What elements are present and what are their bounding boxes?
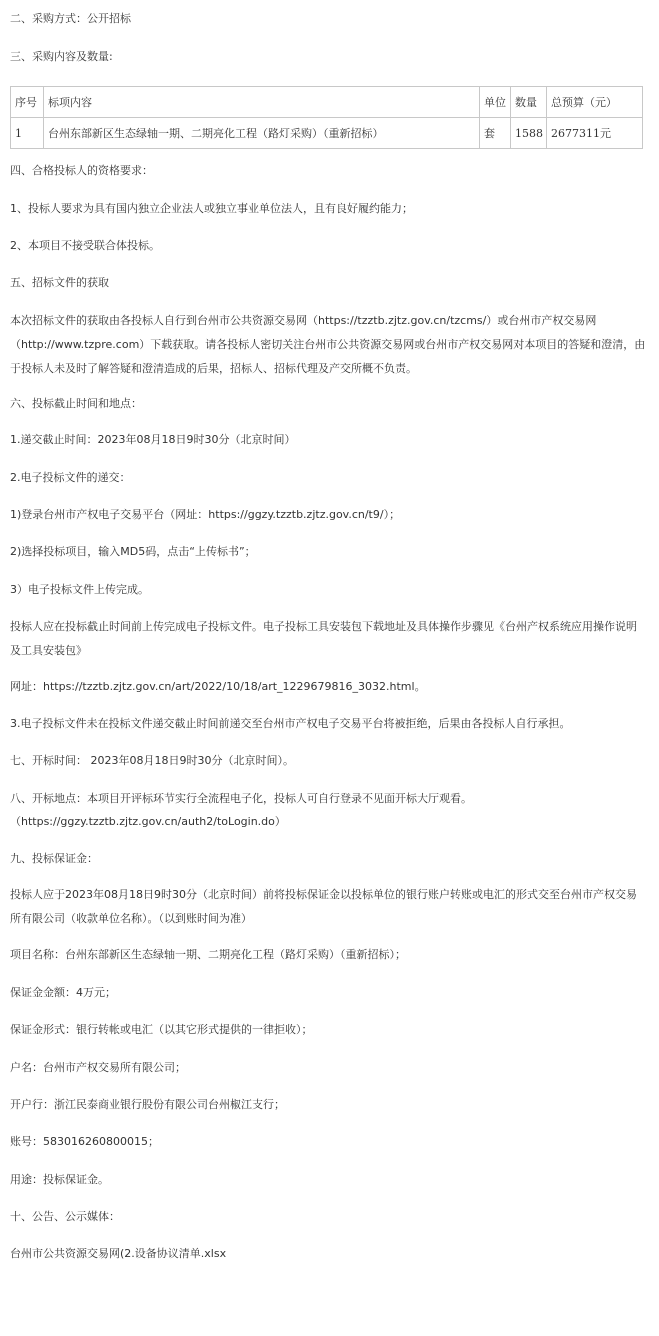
table-cell-budget: 2677311元 — [547, 118, 643, 149]
table-header-row — [11, 87, 643, 118]
table-header-cell: 单位 — [480, 87, 511, 118]
table-cell-index: 1 — [11, 118, 44, 149]
section-opening-place: 八、开标地点：本项目开评标环节实行全流程电子化，投标人可自行登录不见面开标大厅观看。 — [10, 792, 472, 805]
section-procurement-content: 三、采购内容及数量: — [10, 50, 113, 63]
qualification-item-1: 1、投标人要求为具有国内独立企业法人或独立事业单位法人，且有良好履约能力； — [10, 202, 413, 215]
deposit-bank: 开户行：浙江民泰商业银行股份有限公司台州椒江支行； — [10, 1098, 285, 1111]
section-opening-time: 七、开标时间： 2023年08月18日9时30分（北京时间）。 — [10, 754, 294, 767]
table-row — [11, 118, 643, 149]
deposit-purpose: 用途：投标保证金。 — [10, 1173, 109, 1186]
table-header-cell: 总预算（元） — [547, 87, 643, 118]
deadline-step-1: 1)登录台州市产权电子交易平台（网址：https://ggzy.tzztb.zjtz.gov.cn/t9/）； — [10, 508, 401, 521]
section-qualification: 四、合格投标人的资格要求： — [10, 164, 153, 177]
qualification-item-2: 2、本项目不接受联合体投标。 — [10, 239, 160, 252]
deadline-body: 投标人应在投标截止时间前上传完成电子投标文件。电子投标工具安装包下载地址及具体操作步骤见《台州产权系统应用操作说明及工具安装包》 — [10, 620, 637, 657]
section-deposit: 九、投标保证金： — [10, 852, 98, 865]
deadline-item-3: 3.电子投标文件未在投标文件递交截止时间前递交至台州市产权电子交易平台将被拒绝，后果由各投标人自行承担。 — [10, 717, 571, 730]
deposit-amount: 保证金金额：4万元； — [10, 986, 116, 999]
opening-place-url: （https://ggzy.tzztb.zjtz.gov.cn/auth2/toLogin.do） — [10, 815, 286, 828]
section-media: 十、公告、公示媒体： — [10, 1210, 120, 1223]
table-header-cell: 数量 — [511, 87, 547, 118]
deposit-account-name: 户名：台州市产权交易所有限公司； — [10, 1061, 186, 1074]
table-header-cell: 序号 — [11, 87, 44, 118]
tender-documents-body: 本次招标文件的获取由各投标人自行到台州市公共资源交易网（https://tzztb.zjtz.gov.cn/tzcms/）或台州市产权交易网（http://www.tzpre.com）下载获取。请各投标人密切关注台州市公共资源交易网或台州市产权交易网对本项目的答疑和澄清，由于投标人未及时了解答疑和澄清造成的后果，招标人、招标代理及产交所概不负责。 — [10, 314, 646, 375]
section-deadline: 六、投标截止时间和地点： — [10, 397, 142, 410]
deposit-form: 保证金形式：银行转帐或电汇（以其它形式提供的一律拒收）； — [10, 1023, 313, 1036]
table-cell-item: 台州东部新区生态绿轴一期、二期亮化工程（路灯采购）（重新招标） — [44, 118, 480, 149]
section-procurement-method: 二、采购方式：公开招标 — [10, 12, 131, 25]
deadline-url: 网址：https://tzztb.zjtz.gov.cn/art/2022/10/18/art_1229679816_3032.html。 — [10, 680, 426, 693]
deposit-account-number: 账号：583016260800015； — [10, 1135, 159, 1148]
table-cell-unit: 套 — [480, 118, 511, 149]
deposit-body: 投标人应于2023年08月18日9时30分（北京时间）前将投标保证金以投标单位的银行账户转账或电汇的形式交至台州市产权交易所有限公司（收款单位名称）。（以到账时间为准） — [10, 888, 637, 925]
procurement-table — [10, 86, 643, 149]
deposit-project-name: 项目名称：台州东部新区生态绿轴一期、二期亮化工程（路灯采购）（重新招标）； — [10, 948, 406, 961]
deadline-step-2: 2)选择投标项目，输入MD5码，点击“上传标书”； — [10, 545, 256, 558]
table-cell-quantity: 1588 — [511, 118, 547, 149]
deadline-item-1: 1.递交截止时间：2023年08月18日9时30分（北京时间） — [10, 433, 296, 446]
table-header-cell: 标项内容 — [44, 87, 480, 118]
section-tender-documents: 五、招标文件的获取 — [10, 276, 109, 289]
deadline-item-2: 2.电子投标文件的递交： — [10, 471, 131, 484]
deadline-step-3: 3）电子投标文件上传完成。 — [10, 583, 149, 596]
media-body: 台州市公共资源交易网(2.设备协议清单.xlsx — [10, 1247, 227, 1260]
